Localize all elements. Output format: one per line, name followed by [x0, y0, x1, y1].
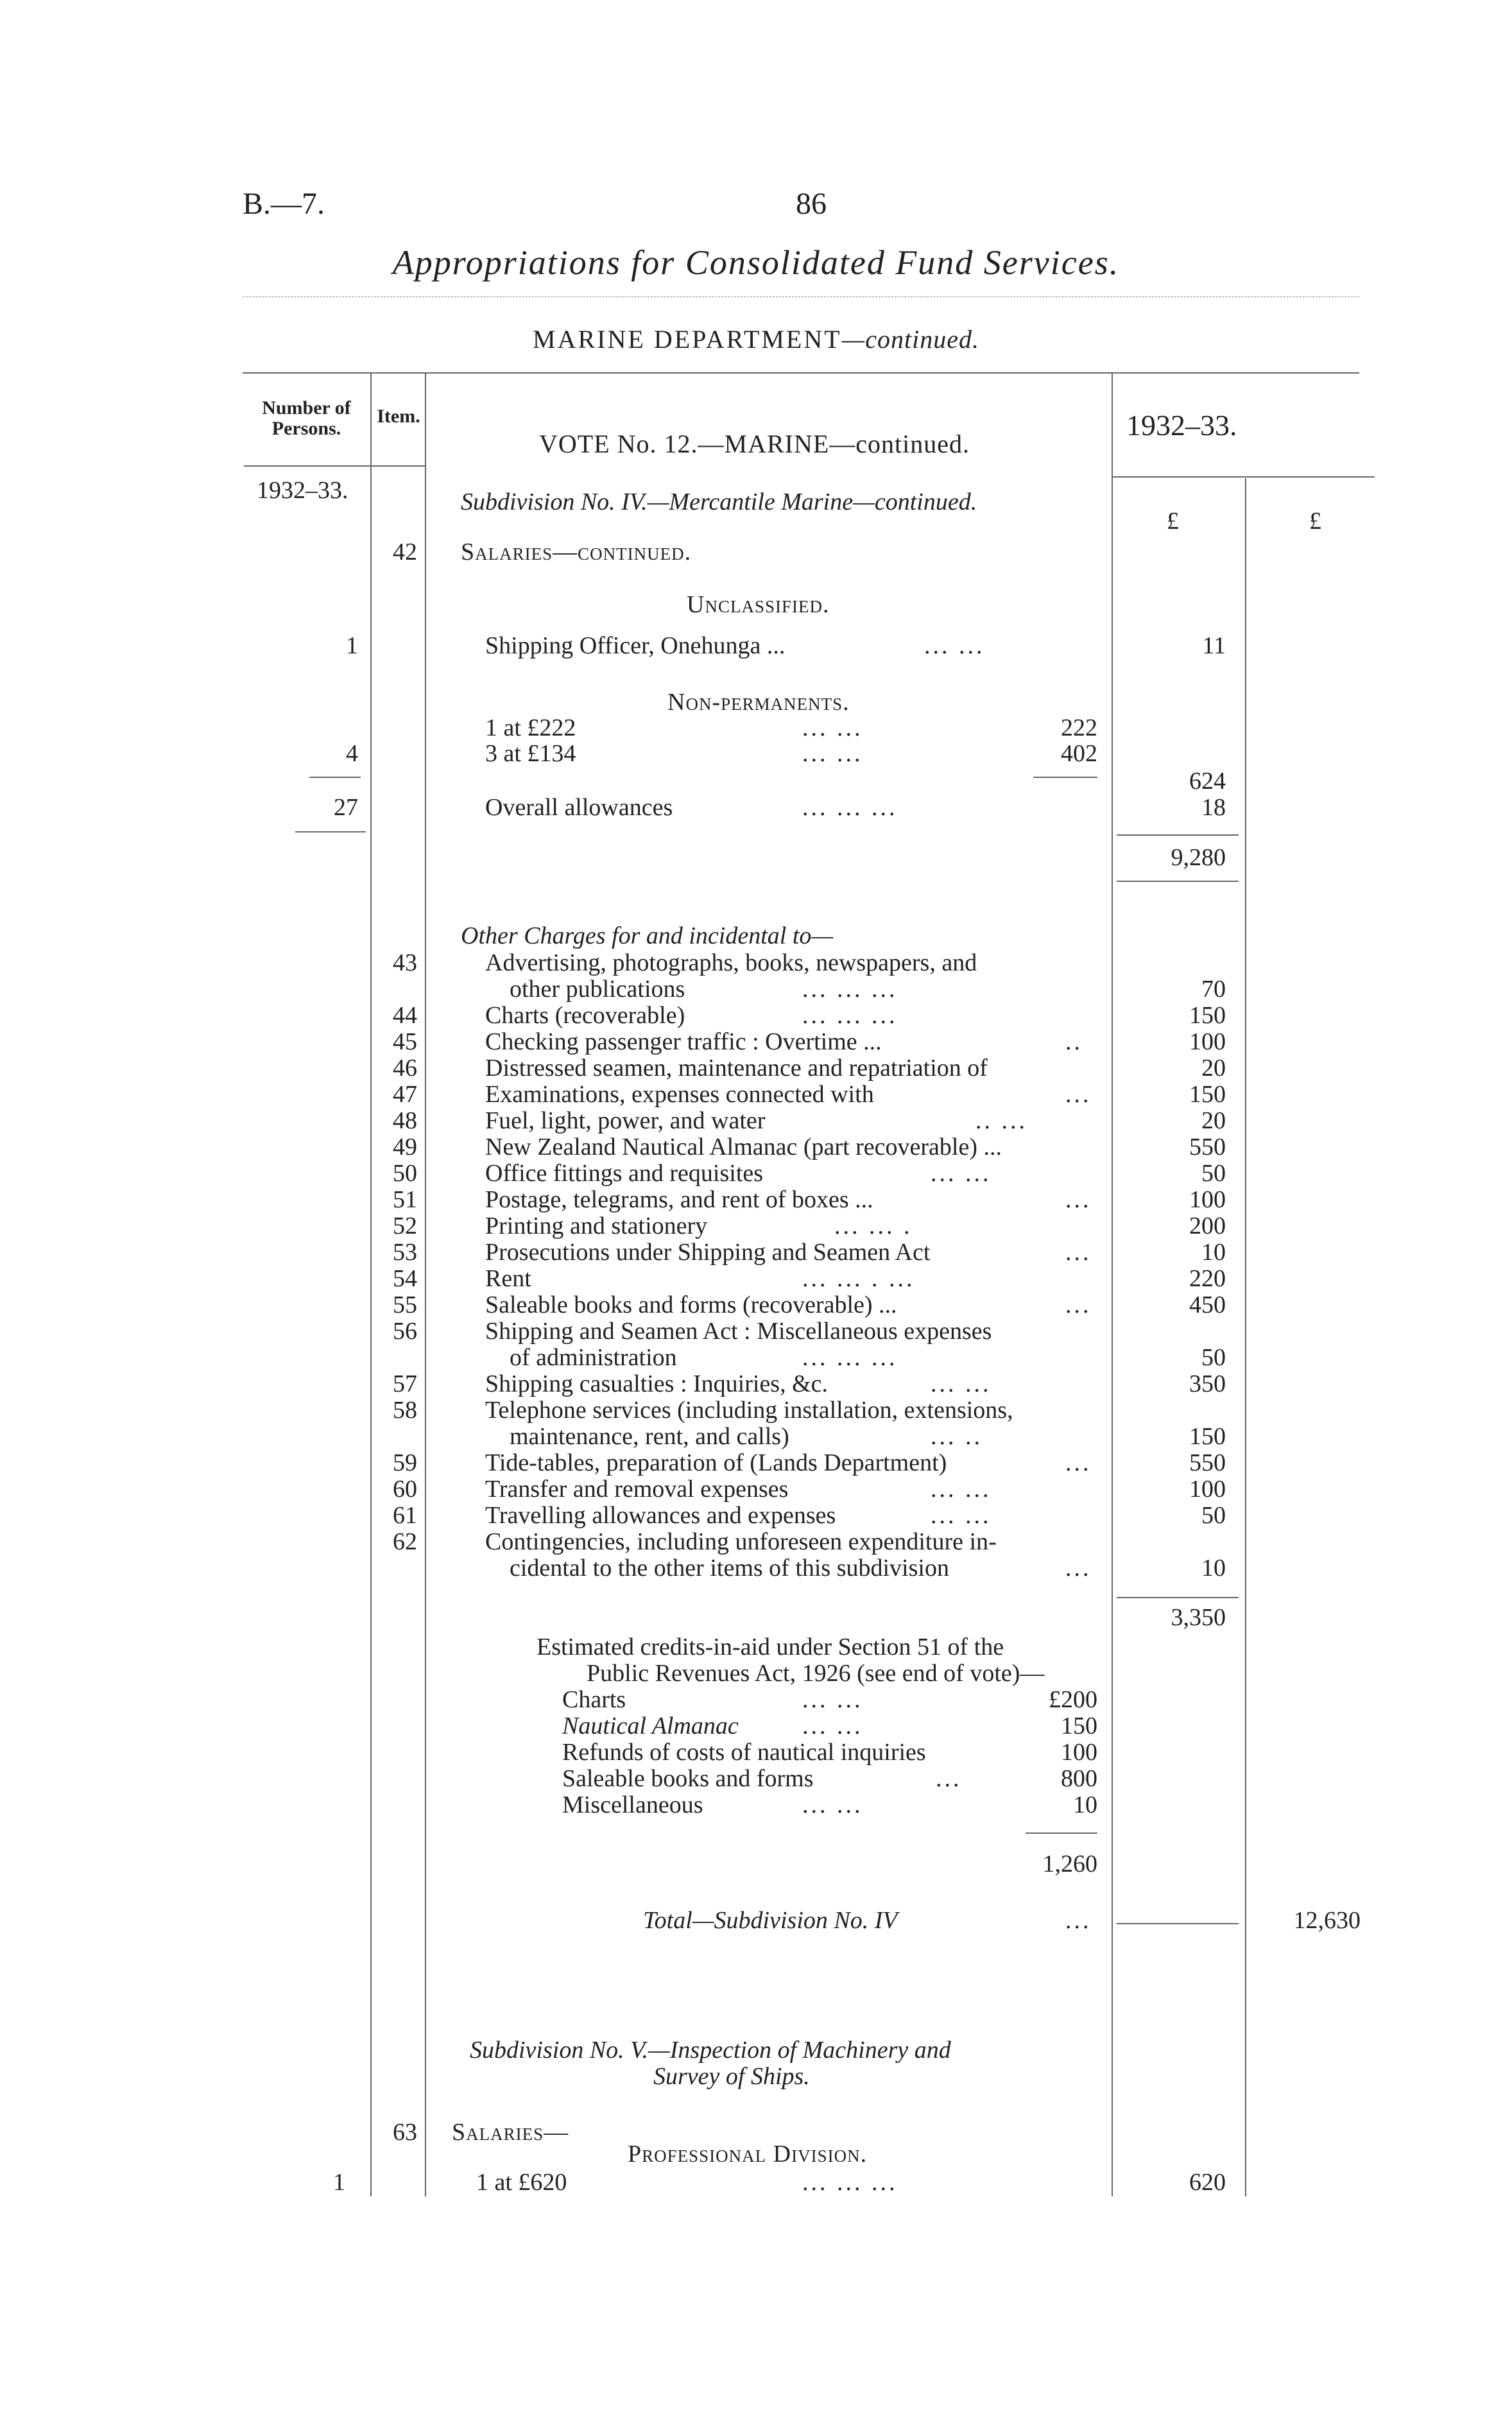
item-number: 50 [393, 1160, 417, 1187]
item-amount: 20 [1201, 1107, 1226, 1134]
vote-title: VOTE No. 12.—MARINE—continued. [539, 429, 970, 458]
credit-dots: ... [936, 1765, 962, 1792]
credits-total-rule [1026, 1833, 1097, 1834]
col-head-persons: Number of Persons. [262, 397, 351, 439]
shipping-officer-text: Shipping Officer, Onehunga ... [485, 632, 786, 659]
item-number: 52 [393, 1212, 417, 1239]
item-text-continued: other publications [510, 976, 685, 1003]
item-text: Rent [485, 1265, 531, 1292]
item-number: 54 [393, 1265, 417, 1292]
item-text: Checking passenger traffic : Overtime ... [485, 1028, 882, 1055]
item-amount: 150 [1189, 1423, 1226, 1450]
item-number: 59 [393, 1449, 417, 1476]
item-amount: 20 [1201, 1055, 1226, 1082]
credit-amount: 10 [1073, 1791, 1097, 1818]
department-title [0, 324, 1512, 354]
item-dots: ... ... ... [802, 976, 898, 1003]
professional-division-label: Professional Division. [628, 2141, 868, 2168]
sub5-persons: 1 [333, 2169, 345, 2196]
shipping-officer-dots: ... ... [924, 632, 985, 659]
item-amount: 50 [1201, 1344, 1226, 1371]
item-dots: ... ... ... [802, 1344, 898, 1371]
np2-text: 3 at £134 [485, 740, 576, 767]
page-title: Appropriations for Consolidated Fund Services. [392, 243, 1120, 282]
item-amount: 10 [1201, 1555, 1226, 1582]
sub4-salaries-item: 42 [393, 539, 417, 565]
np1-dots: ... ... [802, 714, 863, 741]
shipping-officer-persons: 1 [346, 632, 358, 659]
np2-dots: ... ... [802, 740, 863, 767]
item-amount: 550 [1189, 1449, 1226, 1476]
np-subtotal-rule [1033, 777, 1097, 778]
item-amount: 100 [1189, 1476, 1226, 1503]
credit-dots: ... ... [802, 1686, 863, 1713]
np-total: 624 [1189, 768, 1226, 795]
item-text: Shipping casualties : Inquiries, &c. [485, 1370, 829, 1397]
sub5-heading: Subdivision No. V.—Inspection of Machinery and [470, 2037, 951, 2064]
item-number: 43 [393, 949, 417, 976]
item-amount: 150 [1189, 1081, 1226, 1108]
overall-dots: ... ... ... [802, 794, 898, 821]
item-number: 51 [393, 1186, 417, 1213]
item-number: 47 [393, 1081, 417, 1108]
item-text: Fuel, light, power, and water [485, 1107, 766, 1134]
sub5-heading-continued: Survey of Ships. [653, 2063, 810, 2090]
item-dots: ... [1065, 1186, 1092, 1213]
np1-amount: 222 [1061, 714, 1097, 741]
credit-amount: 100 [1061, 1739, 1097, 1766]
non-permanents-label: Non-permanents. [667, 689, 850, 716]
item-amount: 350 [1189, 1370, 1226, 1397]
item-dots: ... ... . [834, 1212, 913, 1239]
item-number: 61 [393, 1502, 417, 1529]
sub5-row-dots: ... ... ... [802, 2169, 898, 2196]
np2-persons: 4 [346, 740, 358, 767]
credit-amount: 150 [1061, 1712, 1097, 1739]
overall-amount: 18 [1201, 794, 1226, 821]
head-rule-right [1112, 476, 1375, 478]
item-number: 58 [393, 1397, 417, 1424]
item-dots: ... [1065, 1291, 1092, 1318]
sub4-heading: Subdivision No. IV.—Mercantile Marine—continued. [461, 488, 977, 515]
persons-year-label: 1932–33. [257, 477, 348, 504]
item-number: 53 [393, 1239, 417, 1266]
item-number: 45 [393, 1028, 417, 1055]
sub4-total-label: Total—Subdivision No. IV [643, 1907, 898, 1934]
sub4-total-rule [1117, 1923, 1239, 1924]
item-text: Contingencies, including unforeseen expenditure in- [485, 1528, 997, 1555]
item-text: Office fittings and requisites [485, 1160, 764, 1187]
document-code: B.—7. [243, 187, 325, 221]
item-dots: ... ... [931, 1502, 992, 1529]
credit-dots: ... ... [802, 1712, 863, 1739]
table-top-rule [243, 372, 1359, 374]
credit-text: Charts [562, 1686, 626, 1713]
other-charges-total: 3,350 [1171, 1604, 1226, 1631]
item-amount: 10 [1201, 1239, 1226, 1266]
pound-sign-1: £ [1167, 508, 1179, 535]
item-text: Postage, telegrams, and rent of boxes ... [485, 1186, 873, 1213]
item-text: Travelling allowances and expenses [485, 1502, 836, 1529]
page-number: 86 [796, 187, 827, 221]
item-number: 44 [393, 1002, 417, 1029]
shipping-officer-amount: 11 [1202, 632, 1226, 659]
item-amount: 100 [1189, 1186, 1226, 1213]
col-rule-item [425, 374, 426, 2196]
item-dots: ... ... . ... [802, 1265, 915, 1292]
sub4-total-dots: ... [1065, 1907, 1092, 1934]
unclassified-label: Unclassified. [687, 591, 830, 618]
item-amount: 200 [1189, 1212, 1226, 1239]
item-dots: ... ... [931, 1476, 992, 1503]
item-text-continued: cidental to the other items of this subdivision [510, 1555, 949, 1582]
overall-text: Overall allowances [485, 794, 673, 821]
item-amount: 50 [1201, 1160, 1226, 1187]
item-dots: ... [1065, 1239, 1092, 1266]
other-total-rule [1117, 1597, 1239, 1598]
item-amount: 150 [1189, 1002, 1226, 1029]
credit-text: Refunds of costs of nautical inquiries [562, 1739, 926, 1766]
persons-subtotal-rule [309, 777, 361, 778]
item-text: Distressed seamen, maintenance and repatriation of [485, 1055, 988, 1082]
salaries-total-rule [1117, 834, 1239, 836]
col-rule-amount [1112, 374, 1113, 2196]
department-suffix: —continued. [841, 325, 979, 354]
item-dots: .. ... [975, 1107, 1027, 1134]
item-dots: ... ... [931, 1160, 992, 1187]
sub5-salaries-label: Salaries— [452, 2119, 569, 2146]
item-dots: ... [1065, 1449, 1092, 1476]
item-dots: ... .. [931, 1423, 983, 1450]
sub5-salaries-item: 63 [393, 2119, 417, 2146]
sub5-row-amount: 620 [1189, 2169, 1226, 2196]
sub4-salaries-label: Salaries—continued. [461, 539, 692, 565]
item-dots: ... ... ... [802, 1002, 898, 1029]
credit-amount: 800 [1061, 1765, 1097, 1792]
item-text: Saleable books and forms (recoverable) ... [485, 1291, 897, 1318]
item-amount: 550 [1189, 1134, 1226, 1160]
item-number: 49 [393, 1134, 417, 1160]
item-text: Shipping and Seamen Act : Miscellaneous expenses [485, 1318, 992, 1345]
np1-text: 1 at £222 [485, 714, 576, 741]
salaries-total-underline [1117, 881, 1239, 882]
item-number: 57 [393, 1370, 417, 1397]
credit-text: Nautical Almanac [562, 1712, 739, 1739]
salaries-total: 9,280 [1171, 844, 1226, 871]
item-text: Transfer and removal expenses [485, 1476, 789, 1503]
item-amount: 70 [1201, 976, 1226, 1003]
item-amount: 100 [1189, 1028, 1226, 1055]
np2-amount: 402 [1061, 740, 1097, 767]
item-dots: ... [1065, 1081, 1092, 1108]
credit-dots: ... ... [802, 1791, 863, 1818]
item-number: 60 [393, 1476, 417, 1503]
item-dots: .. [1065, 1028, 1083, 1055]
item-text: Tide-tables, preparation of (Lands Department) [485, 1449, 947, 1476]
item-amount: 450 [1189, 1291, 1226, 1318]
credits-heading: Estimated credits-in-aid under Section 51 of the [537, 1634, 1004, 1660]
head-rule-left [244, 465, 425, 467]
sub4-total: 12,630 [1293, 1907, 1361, 1934]
item-number: 46 [393, 1055, 417, 1082]
item-text: New Zealand Nautical Almanac (part recoverable) ... [485, 1134, 1002, 1160]
other-charges-heading: Other Charges for and incidental to— [461, 922, 834, 949]
item-amount: 50 [1201, 1502, 1226, 1529]
credits-heading-continued: Public Revenues Act, 1926 (see end of vote)— [587, 1660, 1045, 1687]
item-number: 56 [393, 1318, 417, 1345]
sub5-row-text: 1 at £620 [476, 2169, 567, 2196]
credits-total: 1,260 [1042, 1850, 1097, 1877]
item-dots: ... [1065, 1555, 1092, 1582]
department-name: MARINE DEPARTMENT [533, 325, 842, 354]
overall-persons: 27 [334, 794, 358, 821]
item-text: Charts (recoverable) [485, 1002, 685, 1029]
item-number: 55 [393, 1291, 417, 1318]
item-text: Prosecutions under Shipping and Seamen Act [485, 1239, 931, 1266]
col-rule-persons [370, 374, 372, 2196]
credit-text: Saleable books and forms [562, 1765, 814, 1792]
item-number: 48 [393, 1107, 417, 1134]
item-text: Advertising, photographs, books, newspapers, and [485, 949, 977, 976]
item-amount: 220 [1189, 1265, 1226, 1292]
pound-sign-2: £ [1309, 508, 1321, 535]
item-text: Telephone services (including installation, extensions, [485, 1397, 1013, 1424]
persons-total-rule [295, 831, 366, 832]
item-text-continued: of administration [510, 1344, 677, 1371]
credit-text: Miscellaneous [562, 1791, 703, 1818]
col-rule-subtotal [1245, 478, 1246, 2196]
item-number: 62 [393, 1528, 417, 1555]
item-text-continued: maintenance, rent, and calls) [510, 1423, 789, 1450]
item-text: Printing and stationery [485, 1212, 708, 1239]
col-head-item: Item. [377, 406, 420, 427]
col-head-year: 1932–33. [1126, 409, 1237, 442]
credit-amount: £200 [1049, 1686, 1097, 1713]
item-dots: ... ... [931, 1370, 992, 1397]
item-text: Examinations, expenses connected with [485, 1081, 874, 1108]
